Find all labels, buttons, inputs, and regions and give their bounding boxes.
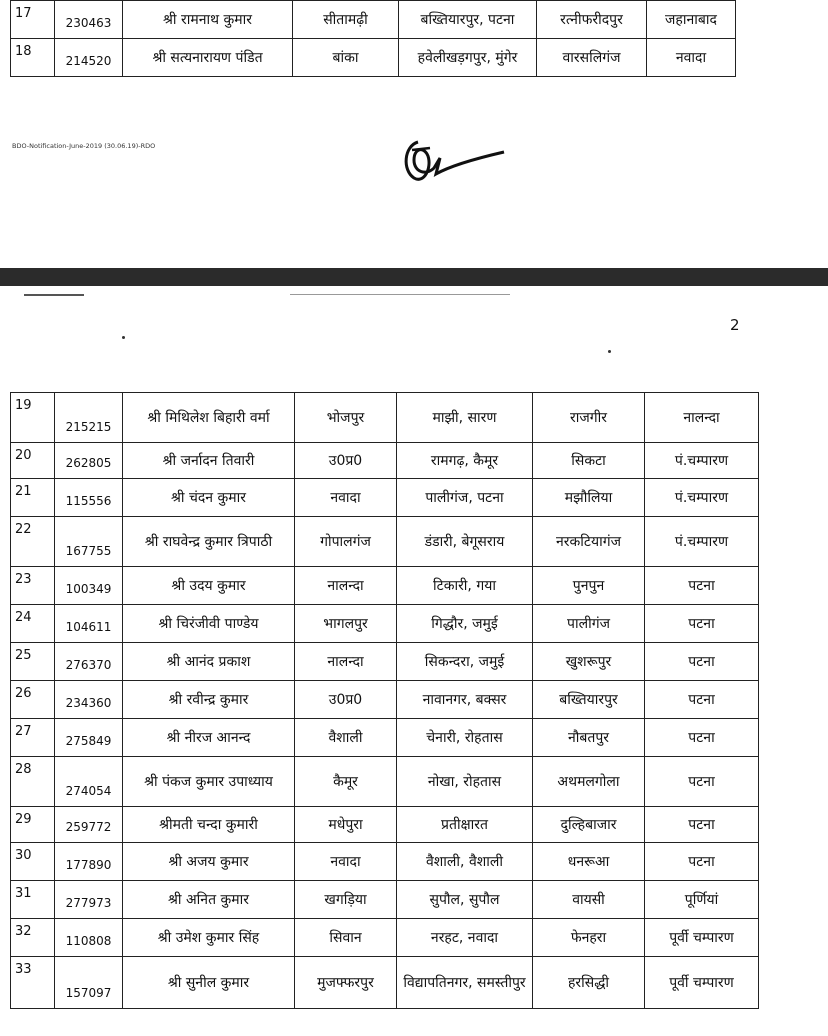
- home-district: नालन्दा: [295, 567, 397, 605]
- posting-district: पटना: [645, 605, 759, 643]
- current-posting: बख्तियारपुर, पटना: [399, 1, 537, 39]
- transfer-table-page-1: [10, 0, 736, 77]
- new-posting: राजगीर: [533, 393, 645, 443]
- posting-district: जहानाबाद: [647, 1, 736, 39]
- table-row: [11, 957, 759, 1009]
- officer-name: श्री रामनाथ कुमार: [123, 1, 293, 39]
- table-row: [11, 919, 759, 957]
- posting-district: पटना: [645, 807, 759, 843]
- officer-name: श्री अनित कुमार: [123, 881, 295, 919]
- current-posting: विद्यापतिनगर, समस्तीपुर: [397, 957, 533, 1009]
- employee-id: 167755: [55, 517, 123, 567]
- current-posting: गिद्धौर, जमुई: [397, 605, 533, 643]
- current-posting: नरहट, नवादा: [397, 919, 533, 957]
- employee-id: 276370: [55, 643, 123, 681]
- employee-id: 177890: [55, 843, 123, 881]
- officer-name: श्री रवीन्द्र कुमार: [123, 681, 295, 719]
- home-district: नवादा: [295, 843, 397, 881]
- current-posting: वैशाली, वैशाली: [397, 843, 533, 881]
- officer-name: श्री मिथिलेश बिहारी वर्मा: [123, 393, 295, 443]
- table-row: [11, 443, 759, 479]
- table-row: [11, 393, 759, 443]
- employee-id: 100349: [55, 567, 123, 605]
- serial-number: 32: [11, 919, 55, 957]
- table-row: [11, 517, 759, 567]
- table-row: [11, 479, 759, 517]
- home-district: भोजपुर: [295, 393, 397, 443]
- officer-name: श्री अजय कुमार: [123, 843, 295, 881]
- table-row: [11, 681, 759, 719]
- current-posting: हवेलीखड़गपुर, मुंगेर: [399, 39, 537, 77]
- new-posting: बख्तियारपुर: [533, 681, 645, 719]
- new-posting: अथमलगोला: [533, 757, 645, 807]
- posting-district: नालन्दा: [645, 393, 759, 443]
- serial-number: 19: [11, 393, 55, 443]
- home-district: सीतामढ़ी: [293, 1, 399, 39]
- posting-district: पं.चम्पारण: [645, 479, 759, 517]
- scan-dot: [122, 336, 125, 339]
- current-posting: सिकन्दरा, जमुई: [397, 643, 533, 681]
- current-posting: नावानगर, बक्सर: [397, 681, 533, 719]
- table-row: [11, 605, 759, 643]
- serial-number: 23: [11, 567, 55, 605]
- new-posting: रत्नीफरीदपुर: [537, 1, 647, 39]
- new-posting: पालीगंज: [533, 605, 645, 643]
- current-posting: सुपौल, सुपौल: [397, 881, 533, 919]
- employee-id: 104611: [55, 605, 123, 643]
- posting-district: पं.चम्पारण: [645, 517, 759, 567]
- table-row: [11, 881, 759, 919]
- new-posting: वारसलिगंज: [537, 39, 647, 77]
- new-posting: फेनहरा: [533, 919, 645, 957]
- new-posting: वायसी: [533, 881, 645, 919]
- scan-dot: [608, 350, 611, 353]
- signature-icon: [400, 128, 510, 192]
- scan-mark: [24, 294, 84, 296]
- officer-name: श्रीमती चन्दा कुमारी: [123, 807, 295, 843]
- home-district: उ0प्र0: [295, 443, 397, 479]
- serial-number: 22: [11, 517, 55, 567]
- employee-id: 215215: [55, 393, 123, 443]
- new-posting: पुनपुन: [533, 567, 645, 605]
- home-district: नालन्दा: [295, 643, 397, 681]
- current-posting: नोखा, रोहतास: [397, 757, 533, 807]
- officer-name: श्री सुनील कुमार: [123, 957, 295, 1009]
- employee-id: 274054: [55, 757, 123, 807]
- scan-mark: [290, 294, 510, 295]
- current-posting: डंडारी, बेगूसराय: [397, 517, 533, 567]
- home-district: खगड़िया: [295, 881, 397, 919]
- home-district: भागलपुर: [295, 605, 397, 643]
- officer-name: श्री सत्यनारायण पंडित: [123, 39, 293, 77]
- serial-number: 17: [11, 1, 55, 39]
- document-page-2: [0, 286, 828, 1036]
- table-row: [11, 807, 759, 843]
- page-separator: [0, 268, 828, 286]
- current-posting: चेनारी, रोहतास: [397, 719, 533, 757]
- current-posting: पालीगंज, पटना: [397, 479, 533, 517]
- new-posting: नौबतपुर: [533, 719, 645, 757]
- home-district: गोपालगंज: [295, 517, 397, 567]
- posting-district: पटना: [645, 681, 759, 719]
- officer-name: श्री राघवेन्द्र कुमार त्रिपाठी: [123, 517, 295, 567]
- new-posting: खुशरूपुर: [533, 643, 645, 681]
- current-posting: रामगढ़, कैमूर: [397, 443, 533, 479]
- home-district: उ0प्र0: [295, 681, 397, 719]
- table-row: [11, 643, 759, 681]
- current-posting: टिकारी, गया: [397, 567, 533, 605]
- home-district: कैमूर: [295, 757, 397, 807]
- employee-id: 230463: [55, 1, 123, 39]
- posting-district: पूर्वी चम्पारण: [645, 919, 759, 957]
- officer-name: श्री जर्नादन तिवारी: [123, 443, 295, 479]
- home-district: सिवान: [295, 919, 397, 957]
- home-district: मुजफ्फरपुर: [295, 957, 397, 1009]
- table-row: [11, 1, 736, 39]
- serial-number: 31: [11, 881, 55, 919]
- home-district: बांका: [293, 39, 399, 77]
- posting-district: पटना: [645, 643, 759, 681]
- new-posting: हरसिद्धी: [533, 957, 645, 1009]
- serial-number: 20: [11, 443, 55, 479]
- serial-number: 25: [11, 643, 55, 681]
- officer-name: श्री चंदन कुमार: [123, 479, 295, 517]
- home-district: वैशाली: [295, 719, 397, 757]
- new-posting: मझौलिया: [533, 479, 645, 517]
- officer-name: श्री चिरंजीवी पाण्डेय: [123, 605, 295, 643]
- serial-number: 33: [11, 957, 55, 1009]
- officer-name: श्री आनंद प्रकाश: [123, 643, 295, 681]
- serial-number: 18: [11, 39, 55, 77]
- posting-district: पं.चम्पारण: [645, 443, 759, 479]
- current-posting: माझी, सारण: [397, 393, 533, 443]
- employee-id: 234360: [55, 681, 123, 719]
- page-number: 2: [730, 316, 740, 334]
- new-posting: दुल्हिबाजार: [533, 807, 645, 843]
- officer-name: श्री उमेश कुमार सिंह: [123, 919, 295, 957]
- serial-number: 26: [11, 681, 55, 719]
- posting-district: पूर्णियां: [645, 881, 759, 919]
- posting-district: पटना: [645, 757, 759, 807]
- posting-district: पटना: [645, 719, 759, 757]
- officer-name: श्री नीरज आनन्द: [123, 719, 295, 757]
- posting-district: पटना: [645, 843, 759, 881]
- serial-number: 27: [11, 719, 55, 757]
- serial-number: 29: [11, 807, 55, 843]
- table-row: [11, 719, 759, 757]
- new-posting: सिकटा: [533, 443, 645, 479]
- current-posting: प्रतीक्षारत: [397, 807, 533, 843]
- employee-id: 115556: [55, 479, 123, 517]
- officer-name: श्री उदय कुमार: [123, 567, 295, 605]
- posting-district: पटना: [645, 567, 759, 605]
- employee-id: 275849: [55, 719, 123, 757]
- table-row: [11, 567, 759, 605]
- home-district: नवादा: [295, 479, 397, 517]
- employee-id: 110808: [55, 919, 123, 957]
- employee-id: 214520: [55, 39, 123, 77]
- employee-id: 157097: [55, 957, 123, 1009]
- officer-name: श्री पंकज कुमार उपाध्याय: [123, 757, 295, 807]
- home-district: मधेपुरा: [295, 807, 397, 843]
- footer-filename: BDO-Notification-June-2019 (30.06.19)-RDO: [12, 142, 156, 150]
- serial-number: 24: [11, 605, 55, 643]
- serial-number: 30: [11, 843, 55, 881]
- employee-id: 259772: [55, 807, 123, 843]
- new-posting: नरकटियागंज: [533, 517, 645, 567]
- serial-number: 21: [11, 479, 55, 517]
- document-page-1: [0, 0, 828, 268]
- table-row: [11, 757, 759, 807]
- employee-id: 262805: [55, 443, 123, 479]
- new-posting: धनरूआ: [533, 843, 645, 881]
- employee-id: 277973: [55, 881, 123, 919]
- table-row: [11, 39, 736, 77]
- table-row: [11, 843, 759, 881]
- posting-district: नवादा: [647, 39, 736, 77]
- transfer-table-page-2: [10, 392, 759, 1009]
- serial-number: 28: [11, 757, 55, 807]
- posting-district: पूर्वी चम्पारण: [645, 957, 759, 1009]
